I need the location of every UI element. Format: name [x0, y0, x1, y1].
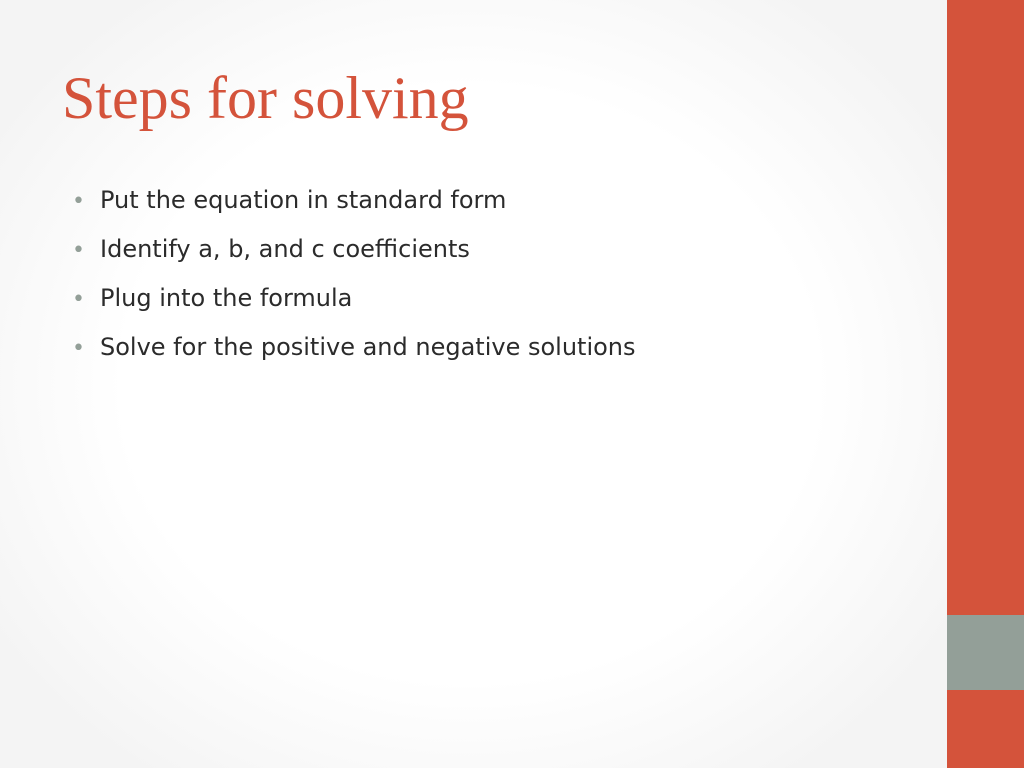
bullet-list — [72, 186, 636, 382]
bullet-item — [72, 186, 636, 235]
sidebar-accent-block — [947, 615, 1024, 690]
decorative-sidebar — [947, 0, 1024, 768]
bullet-text: Identify a, b, and c coefficients — [100, 235, 470, 263]
bullet-item — [72, 333, 636, 382]
bullet-text: Put the equation in standard form — [100, 186, 507, 214]
bullet-dot-icon: • — [72, 238, 85, 263]
bullet-item — [72, 235, 636, 284]
bullet-dot-icon: • — [72, 287, 85, 312]
bullet-dot-icon: • — [72, 189, 85, 214]
bullet-text: Plug into the formula — [100, 284, 353, 312]
bullet-text: Solve for the positive and negative solutions — [100, 333, 636, 361]
bullet-item — [72, 284, 636, 333]
slide-title: Steps for solving — [62, 65, 469, 131]
bullet-dot-icon: • — [72, 336, 85, 361]
